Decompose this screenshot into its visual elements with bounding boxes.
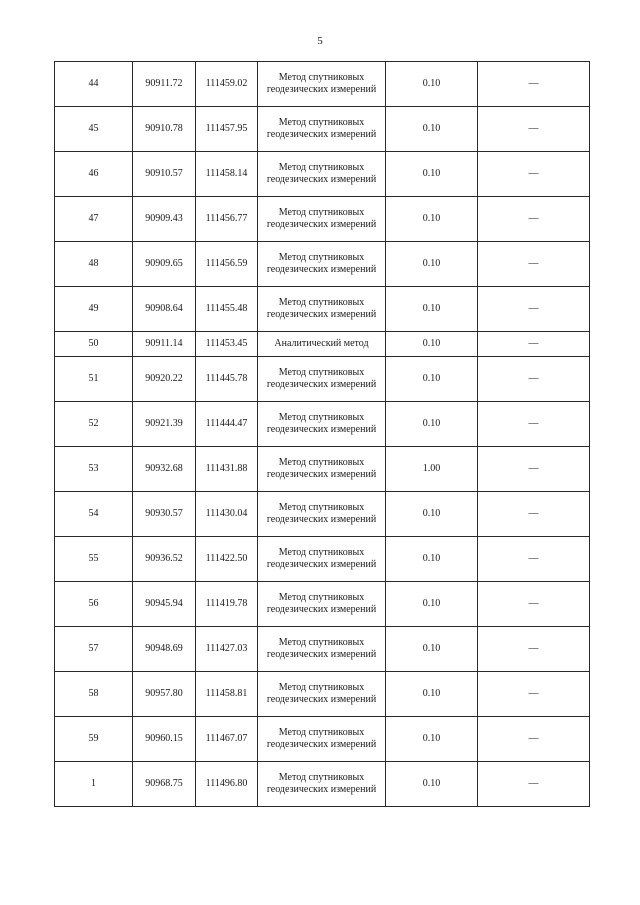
note-cell: — xyxy=(478,402,590,447)
y-coordinate-cell: 111496.80 xyxy=(196,762,258,807)
note-cell: — xyxy=(478,62,590,107)
point-number-cell: 53 xyxy=(55,447,133,492)
point-number-cell: 49 xyxy=(55,287,133,332)
point-number-cell: 48 xyxy=(55,242,133,287)
x-coordinate-cell: 90920.22 xyxy=(133,357,196,402)
table-row xyxy=(55,197,590,242)
accuracy-cell: 0.10 xyxy=(386,402,478,447)
table-row xyxy=(55,627,590,672)
table-row xyxy=(55,107,590,152)
method-cell xyxy=(258,357,386,402)
y-coordinate-cell: 111458.14 xyxy=(196,152,258,197)
point-number-cell: 56 xyxy=(55,582,133,627)
coordinates-table xyxy=(54,61,590,807)
x-coordinate-cell: 90968.75 xyxy=(133,762,196,807)
note-cell: — xyxy=(478,672,590,717)
point-number-cell: 58 xyxy=(55,672,133,717)
accuracy-cell: 0.10 xyxy=(386,672,478,717)
point-number-cell: 44 xyxy=(55,62,133,107)
accuracy-cell: 0.10 xyxy=(386,627,478,672)
point-number-cell: 59 xyxy=(55,717,133,762)
point-number-cell: 57 xyxy=(55,627,133,672)
table-row xyxy=(55,62,590,107)
method-line-1: Метод спутниковых xyxy=(278,592,365,603)
accuracy-cell: 0.10 xyxy=(386,717,478,762)
method-cell xyxy=(258,627,386,672)
method-line-2: геодезических измерений xyxy=(266,649,377,660)
method-line-2: геодезических измерений xyxy=(266,309,377,320)
accuracy-cell: 0.10 xyxy=(386,537,478,582)
method-cell xyxy=(258,447,386,492)
method-line-2: геодезических измерений xyxy=(266,264,377,275)
table-row xyxy=(55,492,590,537)
point-number-cell: 46 xyxy=(55,152,133,197)
y-coordinate-cell: 111419.78 xyxy=(196,582,258,627)
x-coordinate-cell: 90911.14 xyxy=(133,332,196,357)
y-coordinate-cell: 111456.59 xyxy=(196,242,258,287)
accuracy-cell: 0.10 xyxy=(386,762,478,807)
accuracy-cell: 0.10 xyxy=(386,242,478,287)
accuracy-cell: 0.10 xyxy=(386,287,478,332)
x-coordinate-cell: 90910.57 xyxy=(133,152,196,197)
y-coordinate-cell: 111431.88 xyxy=(196,447,258,492)
method-line-2: геодезических измерений xyxy=(266,514,377,525)
note-cell: — xyxy=(478,287,590,332)
method-line-1: Метод спутниковых xyxy=(278,502,365,513)
y-coordinate-cell: 111459.02 xyxy=(196,62,258,107)
note-cell: — xyxy=(478,197,590,242)
method-line-1: Метод спутниковых xyxy=(278,637,365,648)
note-cell: — xyxy=(478,357,590,402)
note-cell: — xyxy=(478,152,590,197)
method-line-1: Метод спутниковых xyxy=(278,297,365,308)
method-line-2: геодезических измерений xyxy=(266,174,377,185)
accuracy-cell: 0.10 xyxy=(386,107,478,152)
method-line-2: геодезических измерений xyxy=(266,379,377,390)
point-number-cell: 51 xyxy=(55,357,133,402)
method-line-1: Метод спутниковых xyxy=(278,727,365,738)
point-number-cell: 47 xyxy=(55,197,133,242)
accuracy-cell: 0.10 xyxy=(386,357,478,402)
note-cell: — xyxy=(478,627,590,672)
method-cell xyxy=(258,287,386,332)
method-line-1: Метод спутниковых xyxy=(278,207,365,218)
method-cell xyxy=(258,332,386,357)
x-coordinate-cell: 90909.65 xyxy=(133,242,196,287)
method-line-1: Метод спутниковых xyxy=(278,367,365,378)
point-number-cell: 50 xyxy=(55,332,133,357)
method-line-2: геодезических измерений xyxy=(266,784,377,795)
method-cell xyxy=(258,672,386,717)
method-line-1: Метод спутниковых xyxy=(278,412,365,423)
method-line-2: геодезических измерений xyxy=(266,84,377,95)
method-cell xyxy=(258,582,386,627)
method-cell xyxy=(258,152,386,197)
method-line-1: Метод спутниковых xyxy=(278,72,365,83)
method-line-2: геодезических измерений xyxy=(266,469,377,480)
method-line-2: геодезических измерений xyxy=(266,219,377,230)
y-coordinate-cell: 111458.81 xyxy=(196,672,258,717)
method-line-1: Метод спутниковых xyxy=(278,682,365,693)
y-coordinate-cell: 111455.48 xyxy=(196,287,258,332)
method-cell xyxy=(258,762,386,807)
accuracy-cell: 1.00 xyxy=(386,447,478,492)
y-coordinate-cell: 111422.50 xyxy=(196,537,258,582)
method-cell xyxy=(258,197,386,242)
x-coordinate-cell: 90932.68 xyxy=(133,447,196,492)
accuracy-cell: 0.10 xyxy=(386,197,478,242)
table-row xyxy=(55,672,590,717)
method-line-1: Метод спутниковых xyxy=(278,162,365,173)
y-coordinate-cell: 111430.04 xyxy=(196,492,258,537)
point-number-cell: 55 xyxy=(55,537,133,582)
x-coordinate-cell: 90911.72 xyxy=(133,62,196,107)
method-cell xyxy=(258,402,386,447)
method-cell xyxy=(258,537,386,582)
table-row xyxy=(55,762,590,807)
method-line-2: геодезических измерений xyxy=(266,129,377,140)
point-number-cell: 1 xyxy=(55,762,133,807)
method-line-1: Метод спутниковых xyxy=(278,252,365,263)
note-cell: — xyxy=(478,332,590,357)
note-cell: — xyxy=(478,492,590,537)
y-coordinate-cell: 111457.95 xyxy=(196,107,258,152)
table-row xyxy=(55,447,590,492)
accuracy-cell: 0.10 xyxy=(386,62,478,107)
note-cell: — xyxy=(478,107,590,152)
note-cell: — xyxy=(478,242,590,287)
method-line-2: геодезических измерений xyxy=(266,559,377,570)
table-row xyxy=(55,332,590,357)
method-line-1: Метод спутниковых xyxy=(278,117,365,128)
method-line-1: Метод спутниковых xyxy=(278,772,365,783)
y-coordinate-cell: 111445.78 xyxy=(196,357,258,402)
y-coordinate-cell: 111456.77 xyxy=(196,197,258,242)
accuracy-cell: 0.10 xyxy=(386,332,478,357)
x-coordinate-cell: 90960.15 xyxy=(133,717,196,762)
note-cell: — xyxy=(478,717,590,762)
point-number-cell: 52 xyxy=(55,402,133,447)
accuracy-cell: 0.10 xyxy=(386,492,478,537)
y-coordinate-cell: 111427.03 xyxy=(196,627,258,672)
point-number-cell: 45 xyxy=(55,107,133,152)
x-coordinate-cell: 90910.78 xyxy=(133,107,196,152)
table-row xyxy=(55,582,590,627)
note-cell: — xyxy=(478,447,590,492)
x-coordinate-cell: 90945.94 xyxy=(133,582,196,627)
page-number: 5 xyxy=(317,35,323,47)
x-coordinate-cell: 90921.39 xyxy=(133,402,196,447)
method-cell xyxy=(258,242,386,287)
method-line-1: Метод спутниковых xyxy=(278,547,365,558)
table-row xyxy=(55,537,590,582)
method-line-1: Аналитический метод xyxy=(274,338,369,349)
point-number-cell: 54 xyxy=(55,492,133,537)
method-cell xyxy=(258,492,386,537)
x-coordinate-cell: 90948.69 xyxy=(133,627,196,672)
method-line-2: геодезических измерений xyxy=(266,739,377,750)
method-line-1: Метод спутниковых xyxy=(278,457,365,468)
table-row xyxy=(55,152,590,197)
method-line-2: геодезических измерений xyxy=(266,424,377,435)
coordinates-table-body xyxy=(55,62,590,807)
method-cell xyxy=(258,107,386,152)
x-coordinate-cell: 90957.80 xyxy=(133,672,196,717)
note-cell: — xyxy=(478,537,590,582)
note-cell: — xyxy=(478,582,590,627)
table-row xyxy=(55,402,590,447)
y-coordinate-cell: 111453.45 xyxy=(196,332,258,357)
y-coordinate-cell: 111467.07 xyxy=(196,717,258,762)
x-coordinate-cell: 90908.64 xyxy=(133,287,196,332)
note-cell: — xyxy=(478,762,590,807)
method-cell xyxy=(258,62,386,107)
method-line-2: геодезических измерений xyxy=(266,694,377,705)
x-coordinate-cell: 90930.57 xyxy=(133,492,196,537)
accuracy-cell: 0.10 xyxy=(386,582,478,627)
x-coordinate-cell: 90909.43 xyxy=(133,197,196,242)
table-row xyxy=(55,242,590,287)
table-row xyxy=(55,357,590,402)
accuracy-cell: 0.10 xyxy=(386,152,478,197)
table-row xyxy=(55,717,590,762)
x-coordinate-cell: 90936.52 xyxy=(133,537,196,582)
method-cell xyxy=(258,717,386,762)
method-line-2: геодезических измерений xyxy=(266,604,377,615)
y-coordinate-cell: 111444.47 xyxy=(196,402,258,447)
table-row xyxy=(55,287,590,332)
